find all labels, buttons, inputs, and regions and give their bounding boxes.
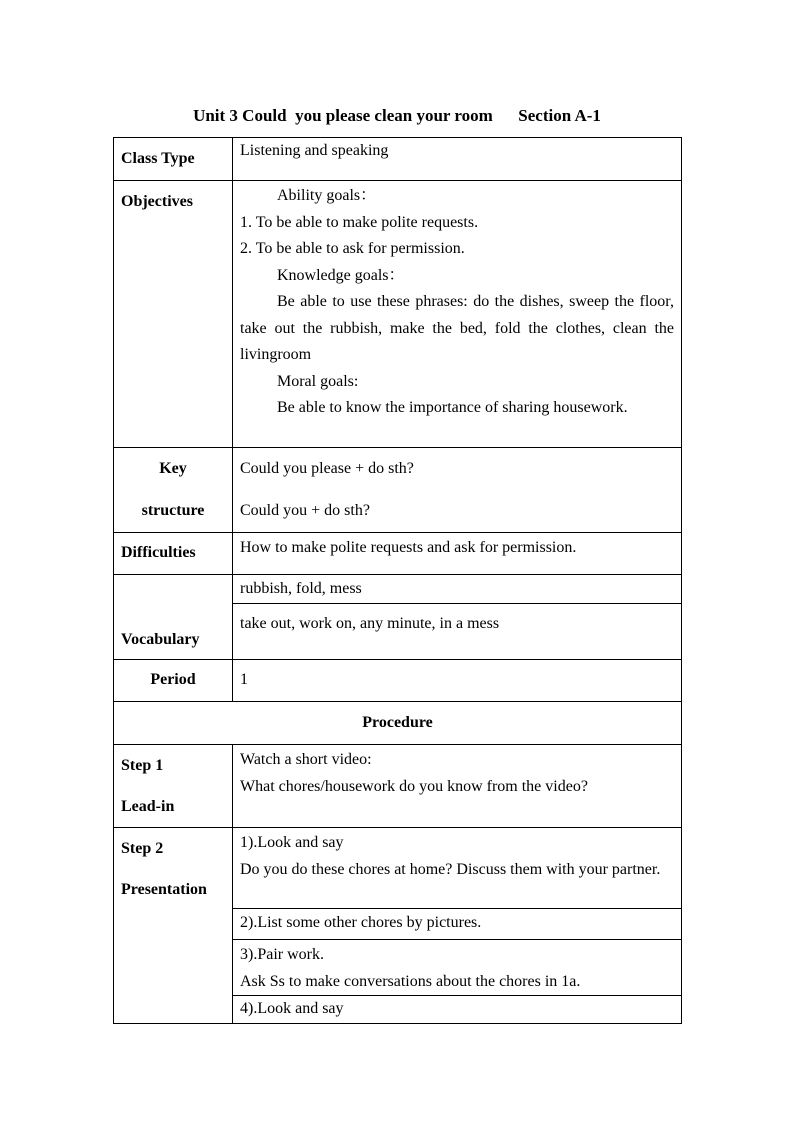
key-structure-label xyxy=(114,448,233,533)
procedure-heading: Procedure xyxy=(114,702,682,745)
row-difficulties xyxy=(114,533,682,575)
knowledge-goals-heading: Knowledge goals： xyxy=(277,266,405,284)
document-title: Unit 3 Could you please clean your room Section A-1 xyxy=(193,106,601,125)
vocabulary-phrases: take out, work on, any minute, in a mess xyxy=(233,604,682,660)
step1-line: What chores/housework do you know from the video? xyxy=(240,777,588,795)
step2-look-and-say-title: 1).Look and say xyxy=(240,834,344,851)
difficulties-value: How to make polite requests and ask for permission. xyxy=(233,533,682,575)
step2-label xyxy=(114,828,233,1024)
lesson-plan-table xyxy=(113,137,682,1024)
step1-content xyxy=(233,745,682,828)
key-structure-line: Could you please + do sth? xyxy=(240,460,414,477)
step1-label-line1: Step 1 xyxy=(121,757,164,774)
moral-goals-text: Be able to know the importance of sharing housework. xyxy=(277,399,628,416)
step1-label xyxy=(114,745,233,828)
difficulties-label: Difficulties xyxy=(114,533,233,575)
period-label: Period xyxy=(114,660,233,702)
key-structure-label-line2: structure xyxy=(141,501,205,519)
ability-goal-item: 2. To be able to ask for permission. xyxy=(240,240,465,257)
key-structure-content xyxy=(233,448,682,533)
step1-label-line2: Lead-in xyxy=(121,797,175,815)
ability-goal-item: 1. To be able to make polite requests. xyxy=(240,213,479,231)
step2-look-and-say-text: Do you do these chores at home? Discuss them with your partner. xyxy=(240,860,661,878)
step2-look-and-say xyxy=(233,828,682,909)
row-step1 xyxy=(114,745,682,828)
row-step2a xyxy=(114,828,682,909)
step2-pair-work-title: 3).Pair work. xyxy=(240,946,324,963)
class-type-label: Class Type xyxy=(114,138,233,181)
ability-goals-heading: Ability goals： xyxy=(277,187,377,204)
period-value: 1 xyxy=(233,660,682,702)
class-type-value: Listening and speaking xyxy=(233,138,682,181)
step2-label-line1: Step 2 xyxy=(121,840,164,857)
step2-label-line2: Presentation xyxy=(121,880,207,898)
step2-pair-work-text: Ask Ss to make conversations about the chores in 1a. xyxy=(240,972,581,990)
knowledge-goals-text: Be able to use these phrases: do the dishes, sweep the floor, take out the rubbish, make the bed, fold the clothes, clean the livingroom xyxy=(240,293,674,363)
row-objectives xyxy=(114,181,682,448)
row-vocabulary-words xyxy=(114,575,682,604)
key-structure-line: Could you + do sth? xyxy=(240,501,370,519)
row-key-structure xyxy=(114,448,682,533)
row-period xyxy=(114,660,682,702)
vocabulary-words: rubbish, fold, mess xyxy=(233,575,682,604)
step2-pair-work xyxy=(233,940,682,996)
moral-goals-heading: Moral goals: xyxy=(277,372,359,390)
row-class-type xyxy=(114,138,682,181)
vocabulary-label: Vocabulary xyxy=(114,575,233,660)
row-procedure xyxy=(114,702,682,745)
step2-list-chores: 2).List some other chores by pictures. xyxy=(233,909,682,940)
objectives-content xyxy=(233,181,682,448)
key-structure-label-line1: Key xyxy=(159,460,187,477)
objectives-label: Objectives xyxy=(114,181,233,448)
step1-line: Watch a short video: xyxy=(240,751,372,768)
step2-look-and-say-2: 4).Look and say xyxy=(233,996,682,1024)
